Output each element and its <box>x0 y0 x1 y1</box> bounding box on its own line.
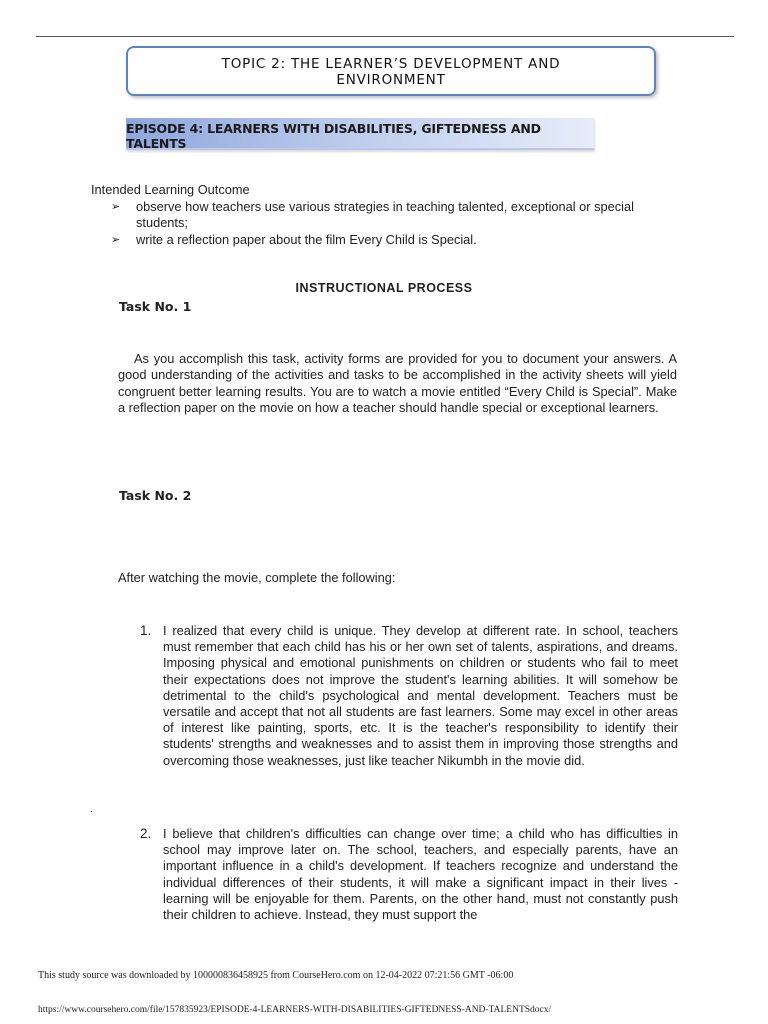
ilo-item-text: write a reflection paper about the film Every Child is Special. <box>136 232 477 247</box>
ilo-item-text: observe how teachers use various strategies in teaching talented, exceptional or special students; <box>136 199 634 230</box>
answer-text: I realized that every child is unique. They develop at different rate. In school, teachers must remember that each child has his or her own set of talents, aspirations, and dreams. Imposing physical and emotional punishments on children or students who fail to meet their expectations does not improve the student's learning abilities. It will somehow be detrimental to the child's psychological and mental development. Teachers must be versatile and accept that not all students are fast learners. Some may excel in other areas of interest like painting, sports, etc. It is the teacher's responsibility to identify their students' strengths and weaknesses and to assist them in improving those strengths and overcoming those weaknesses, just like teacher Nikumbh in the movie did. <box>163 623 678 768</box>
episode-title: EPISODE 4: LEARNERS WITH DISABILITIES, GIFTEDNESS AND TALENTS <box>126 121 541 151</box>
source-url-link[interactable]: https://www.coursehero.com/file/157835923/EPISODE-4-LEARNERS-WITH-DISABILITIES-GIFTEDNESS-AND-TALENTSdocx/ <box>38 1005 552 1015</box>
answer-list-2 <box>140 826 678 923</box>
answer-item <box>140 826 678 923</box>
ilo-item <box>111 232 681 248</box>
answer-number: 1. <box>140 623 152 638</box>
answer-item <box>140 623 678 769</box>
answer-list-1 <box>140 623 678 769</box>
task1-paragraph: As you accomplish this task, activity forms are provided for you to document your answers. A good understanding of the activities and tasks to be accomplished in the activity sheets will yield congruent better learning results. You are to watch a movie entitled “Every Child is Special”. Make a reflection paper on the movie on how a teacher should handle special or exceptional learners. <box>118 351 677 416</box>
answer-text: I believe that children's difficulties can change over time; a child who has difficulties in school may improve later on. The school, teachers, and especially parents, have an important influence in a child's development. If teachers recognize and understand the individual differences of their students, it will make a significant impact in their lives - learning will be enjoyable for them. Parents, on the other hand, must not constantly push their children to achieve. Instead, they must support the <box>163 826 678 923</box>
task2-heading: Task No. 2 <box>119 488 192 503</box>
arrow-bullet-icon: ➢ <box>111 234 121 246</box>
topic-title-line2: ENVIRONMENT <box>336 72 446 88</box>
answer-number: 2. <box>140 826 152 841</box>
task1-heading: Task No. 1 <box>119 299 192 314</box>
topic-title-box <box>126 46 656 96</box>
task2-intro: After watching the movie, complete the following: <box>118 570 396 585</box>
ilo-list <box>111 199 681 249</box>
top-rule <box>36 36 734 37</box>
instructional-process-heading: INSTRUCTIONAL PROCESS <box>295 281 473 295</box>
arrow-bullet-icon: ➢ <box>111 201 121 213</box>
ilo-item <box>111 199 681 231</box>
episode-banner <box>126 118 594 150</box>
download-source-note: This study source was downloaded by 100000836458925 from CourseHero.com on 12-04-2022 07:21:56 GMT -06:00 <box>38 970 514 981</box>
ilo-heading: Intended Learning Outcome <box>91 182 250 197</box>
topic-title-line1: TOPIC 2: THE LEARNER’S DEVELOPMENT AND <box>221 56 561 72</box>
stray-mark: . <box>90 804 93 815</box>
